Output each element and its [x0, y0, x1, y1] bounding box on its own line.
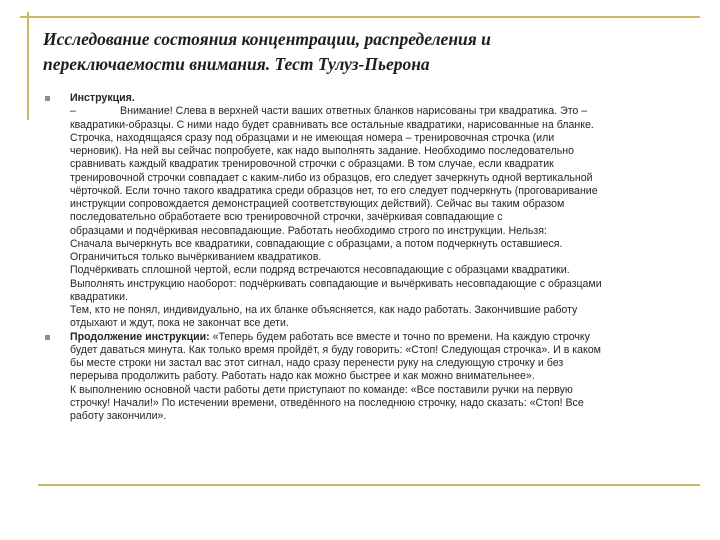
- bullet-instruction: [45, 92, 685, 331]
- continuation-first-line: [70, 331, 685, 344]
- text-line: квадратики-образцы. С ними надо будет сравнивать все остальные квадратики, нарисованные на бланке.: [70, 118, 594, 131]
- text-line: будет даваться минута. Как только время пройдёт, я буду говорить: «Стоп! Следующая строчка». И в каком: [70, 343, 601, 356]
- bullet-continuation: [45, 331, 685, 424]
- text-line: инструкции сопровождается демонстрацией соответствующих действий). Сейчас вы таким образом: [70, 198, 565, 210]
- text-line: последовательно обработаете всю тренировочной строчки, зачёркивая совпадающие с: [70, 211, 503, 224]
- bottom-accent-rule: [38, 484, 700, 486]
- square-bullet-icon: [45, 335, 50, 340]
- text-line: Сначала вычеркнуть все квадратики, совпадающие с образцами, а потом подчеркнуть оставшиеся.: [70, 237, 563, 250]
- top-accent-rule: [20, 16, 700, 18]
- text-line: сравнивать каждый квадратик тренировочной строчки с образцами. В том случае, если квадратик: [70, 158, 554, 171]
- text-fragment: «Теперь будем работать все вместе и точно по времени. На каждую строчку: [209, 330, 590, 343]
- text-line: перерыва продолжить работу. Работать надо как можно быстрее и как можно внимательнее».: [70, 370, 535, 383]
- text-line: работу закончили».: [70, 410, 167, 422]
- text-line: образцами и подчёркивая несовпадающие. Работать необходимо строго по инструкции. Нельзя:: [70, 224, 547, 237]
- text-line: – Внимание! Слева в верхней части ваших ответных бланков нарисованы три квадратика. Это –: [70, 105, 588, 118]
- text-line: Подчёркивать сплошной чертой, если подряд встречаются несовпадающие с образцами квадратики.: [70, 264, 570, 277]
- title-line: переключаемости внимания. Тест Тулуз-Пьерона: [43, 54, 430, 74]
- text-line: квадратики.: [70, 290, 129, 303]
- left-accent-rule: [27, 12, 29, 120]
- text-line: К выполнению основной части работы дети приступают по команде: «Все поставили ручки на первую: [70, 383, 573, 396]
- text-line: бы месте строки ни застал вас этот сигнал, надо сразу перенести руку на следующую строчку и без: [70, 357, 564, 369]
- text-line: Строчка, находящаяся сразу под образцами и не имеющая номера – тренировочная строчка (или: [70, 131, 555, 144]
- instruction-heading: Инструкция.: [70, 92, 135, 104]
- text-line: отдыхают и ждут, пока не закончат все дети.: [70, 317, 289, 330]
- slide-body: [45, 92, 685, 423]
- text-line: Ограничиться только вычёркиванием квадратиков.: [70, 251, 322, 263]
- text-line: чёрточкой. Если точно такого квадратика среди образцов нет, то его следует подчеркнуть (проговаривание: [70, 184, 598, 197]
- square-bullet-icon: [45, 96, 50, 101]
- continuation-heading: Продолжение инструкции:: [70, 330, 210, 343]
- text-line: тренировочной строчки совпадает с каким-либо из образцов, его следует зачеркнуть одной вертикальной: [70, 171, 593, 184]
- text-line: Выполнять инструкцию наоборот: подчёркивать совпадающие и вычёркивать несовпадающие с образцами: [70, 277, 602, 290]
- text-line: Тем, кто не понял, индивидуально, на их бланке объясняется, как надо работать. Закончившие работу: [70, 304, 578, 316]
- title-line: Исследование состояния концентрации, распределения и: [43, 29, 491, 49]
- text-line: черновик). На ней вы сейчас попробуете, как надо выполнять задание. Необходимо последовательно: [70, 145, 574, 157]
- text-line: строчку! Начали!» По истечении времени, отведённого на последнюю строчку, надо сказать: «Стоп! Все: [70, 396, 584, 409]
- slide-title: [43, 27, 683, 77]
